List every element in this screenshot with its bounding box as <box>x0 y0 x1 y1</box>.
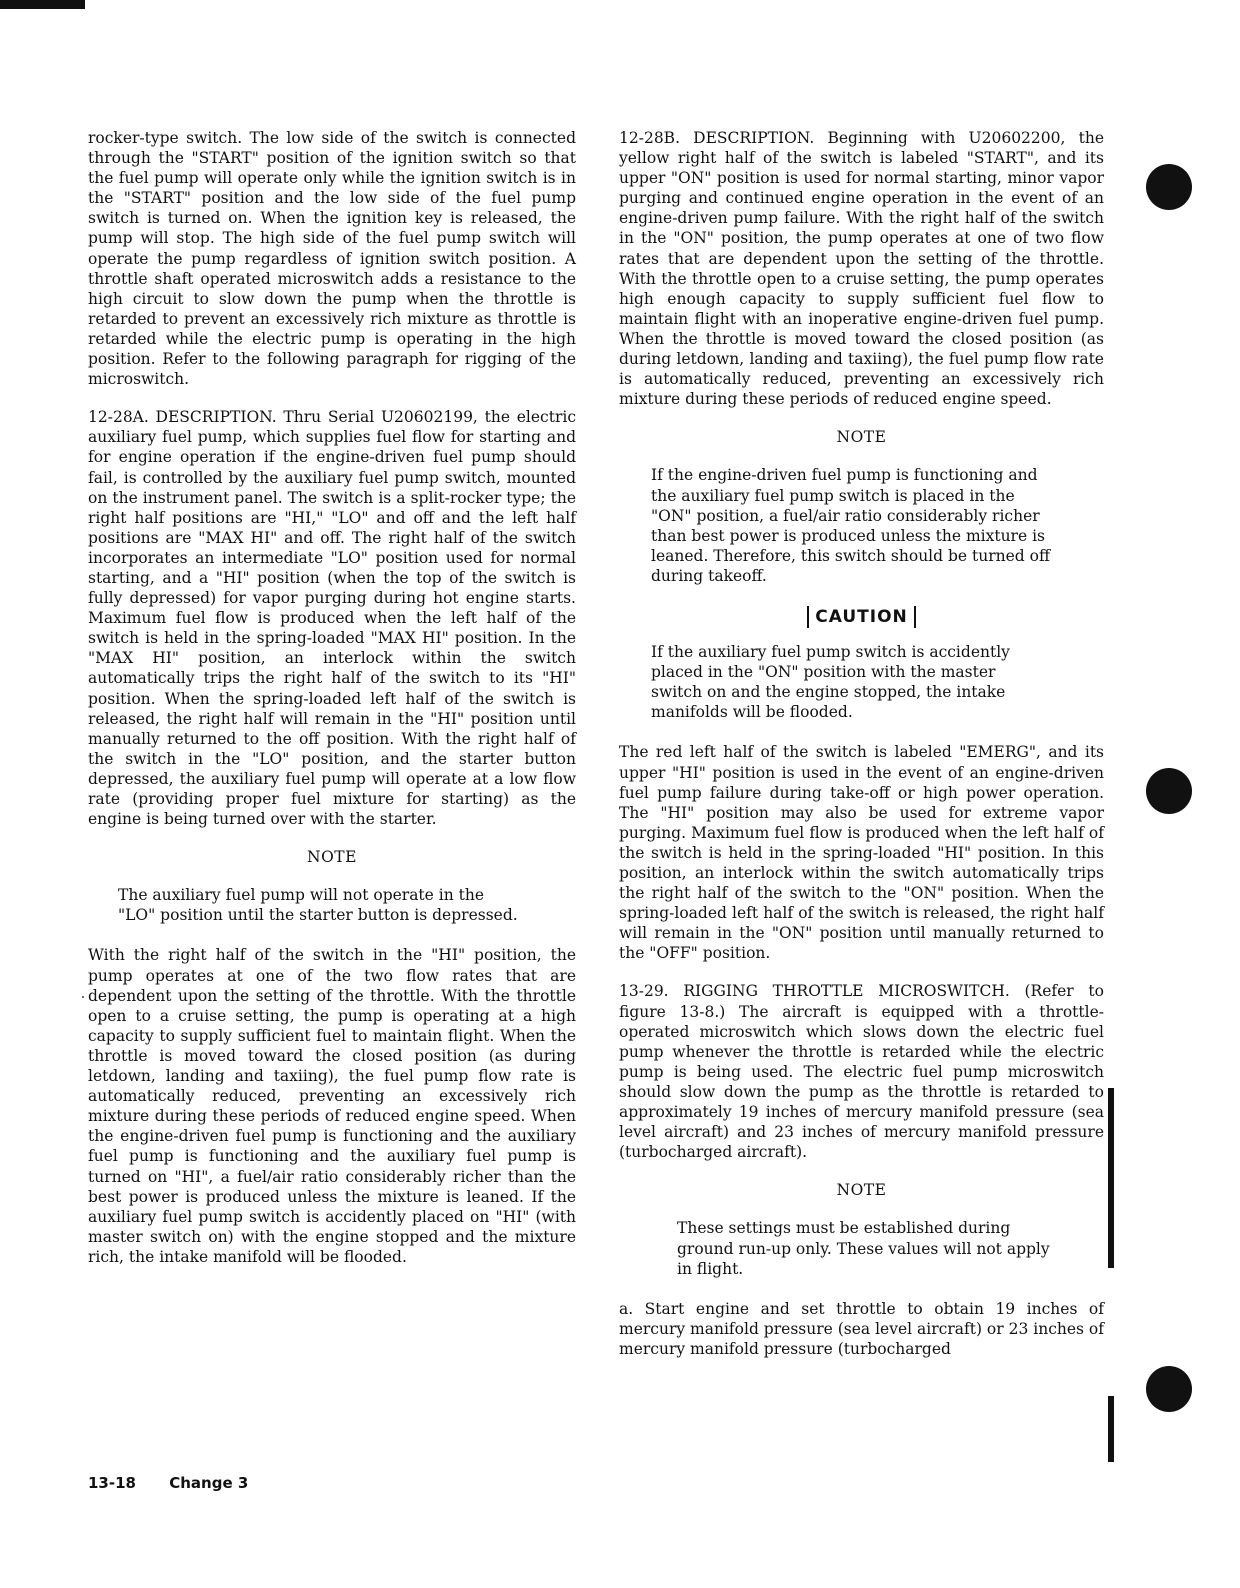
page-number: 13-18 <box>88 1474 136 1492</box>
section-heading-13-29: 13-29. RIGGING THROTTLE MICROSWITCH. <box>619 982 1010 1001</box>
caution-heading <box>619 606 1104 628</box>
punch-hole <box>1146 1366 1192 1412</box>
paragraph-12-28B: 12-28B. DESCRIPTION. Beginning with U20602200, the yellow right half of the switch is labeled "START", and its upper "ON" position is used for normal starting, minor vapor purging and continued engine operation in the event of an engine-driven pump failure. With the right half of the switch in the "ON" position, the pump operates at one of two flow rates that are dependent upon the setting of the throttle. With the throttle open to a cruise setting, the pump operates high enough capacity to supply sufficient fuel flow to maintain flight with an inoperative engine-driven fuel pump. When the throttle is moved toward the closed position (as during letdown, landing and taxiing), the fuel pump flow rate is automatically reduced, preventing an excessively rich mixture during these periods of reduced engine speed. <box>619 129 1104 409</box>
note-heading: NOTE <box>307 848 357 867</box>
stray-mark <box>82 996 84 998</box>
caution-body: If the auxiliary fuel pump switch is accidently placed in the "ON" position with the master switch on and the engine stopped, the intake manifolds will be flooded. <box>651 643 1010 722</box>
note-body: If the engine-driven fuel pump is functioning and the auxiliary fuel pump switch is placed in the "ON" position, a fuel/air ratio considerably richer than best power is produced unless the mixture is leaned. Therefore, this switch should be turned off during takeoff. <box>651 466 1050 585</box>
page-footer <box>88 1474 276 1492</box>
corner-registration-mark <box>0 0 85 9</box>
procedure-step-a: a. Start engine and set throttle to obtain 19 inches of mercury manifold pressure (sea level aircraft) or 23 inches of mercury manifold pressure (turbocharged <box>619 1299 1104 1358</box>
note-body: The auxiliary fuel pump will not operate in the "LO" position until the starter button is depressed. <box>118 886 518 925</box>
right-column <box>619 128 1104 1359</box>
section-body-13-29: (Refer to figure 13-8.) The aircraft is equipped with a throttle-operated microswitch which slows down the electric fuel pump whenever the throttle is retarded while the electric pump is being used. The electric fuel pump microswitch should slow down the pump as the throttle is retarded to approximately 19 inches of mercury manifold pressure (sea level aircraft) and 23 inches of mercury manifold pressure (turbocharged aircraft). <box>619 982 1104 1162</box>
note-body: These settings must be established during ground run-up only. These values will not apply in flight. <box>677 1219 1050 1278</box>
note-heading: NOTE <box>836 1181 887 1200</box>
punch-hole <box>1146 164 1192 210</box>
punch-hole <box>1146 768 1192 814</box>
left-column <box>88 128 576 1285</box>
paragraph-13-29 <box>619 981 1104 1162</box>
caution-badge: CAUTION <box>807 606 916 628</box>
paragraph-emerg-switch: The red left half of the switch is labeled "EMERG", and its upper "HI" position is used in the event of an engine-driven fuel pump failure during take-off or high power operation. The "HI" position may also be used for extreme vapor purging. Maximum fuel flow is produced when the left half of the switch is held in the spring-loaded "HI" position. In this position, an interlock within the switch automatically trips the right half of the switch to the "ON" position. When the spring-loaded left half of the switch is released, the right half will remain in the "ON" position until manually returned to the "OFF" position. <box>619 743 1104 963</box>
paragraph-fuel-pump-switch: rocker-type switch. The low side of the switch is connected through the "START" position of the ignition switch so that the fuel pump will operate only while the ignition switch is in the "START" position and the low side of the fuel pump switch is turned on. When the ignition key is released, the pump will stop. The high side of the fuel pump switch will operate the pump regardless of ignition switch position. A throttle shaft operated microswitch adds a resistance to the high circuit to slow down the pump when the throttle is retarded to prevent an excessively rich mixture as throttle is retarded while the electric pump is operating in the high position. Refer to the following paragraph for rigging of the microswitch. <box>88 129 576 389</box>
change-label: Change 3 <box>169 1474 249 1492</box>
paragraph-12-28A: 12-28A. DESCRIPTION. Thru Serial U20602199, the electric auxiliary fuel pump, which supplies fuel flow for starting and for engine operation if the engine-driven fuel pump should fail, is controlled by the auxiliary fuel pump switch, mounted on the instrument panel. The switch is a split-rocker type; the right half positions are "HI," "LO" and off and the left half positions are "MAX HI" and off. The right half of the switch incorporates an intermediate "LO" position used for normal starting, and a "HI" position (when the top of the switch is fully depressed) for vapor purging during hot engine starts. Maximum fuel flow is produced when the left half of the switch is held in the spring-loaded "MAX HI" position. In the "MAX HI" position, an interlock within the switch automatically trips the right half of the switch to its "HI" position. When the spring-loaded left half of the switch is released, the right half will remain in the "HI" position until manually returned to the off position. With the right half of the switch in the "LO" position, and the starter button depressed, the auxiliary fuel pump will operate at a low flow rate (providing proper fuel mixture for starting) as the engine is being turned over with the starter. <box>88 408 576 829</box>
change-bar <box>1108 1088 1114 1268</box>
note-heading: NOTE <box>836 428 887 447</box>
paragraph-hi-position: With the right half of the switch in the "HI" position, the pump operates at one of the two flow rates that are dependent upon the setting of the throttle. With the throttle open to a cruise setting, the pump is operating at a high capacity to supply sufficient fuel to maintain flight. When the throttle is moved toward the closed position (as during letdown, landing and taxiing), the fuel pump flow rate is automatically reduced, preventing an excessively rich mixture during these periods of reduced engine speed. When the engine-driven fuel pump is functioning and the auxiliary fuel pump is functioning and the auxiliary fuel pump is turned on "HI", a fuel/air ratio considerably richer than the best power is produced unless the mixture is leaned. If the auxiliary fuel pump switch is accidently placed on "HI" (with master switch on) with the engine stopped and the mixture rich, the intake manifold will be flooded. <box>88 946 576 1266</box>
change-bar <box>1108 1396 1114 1462</box>
